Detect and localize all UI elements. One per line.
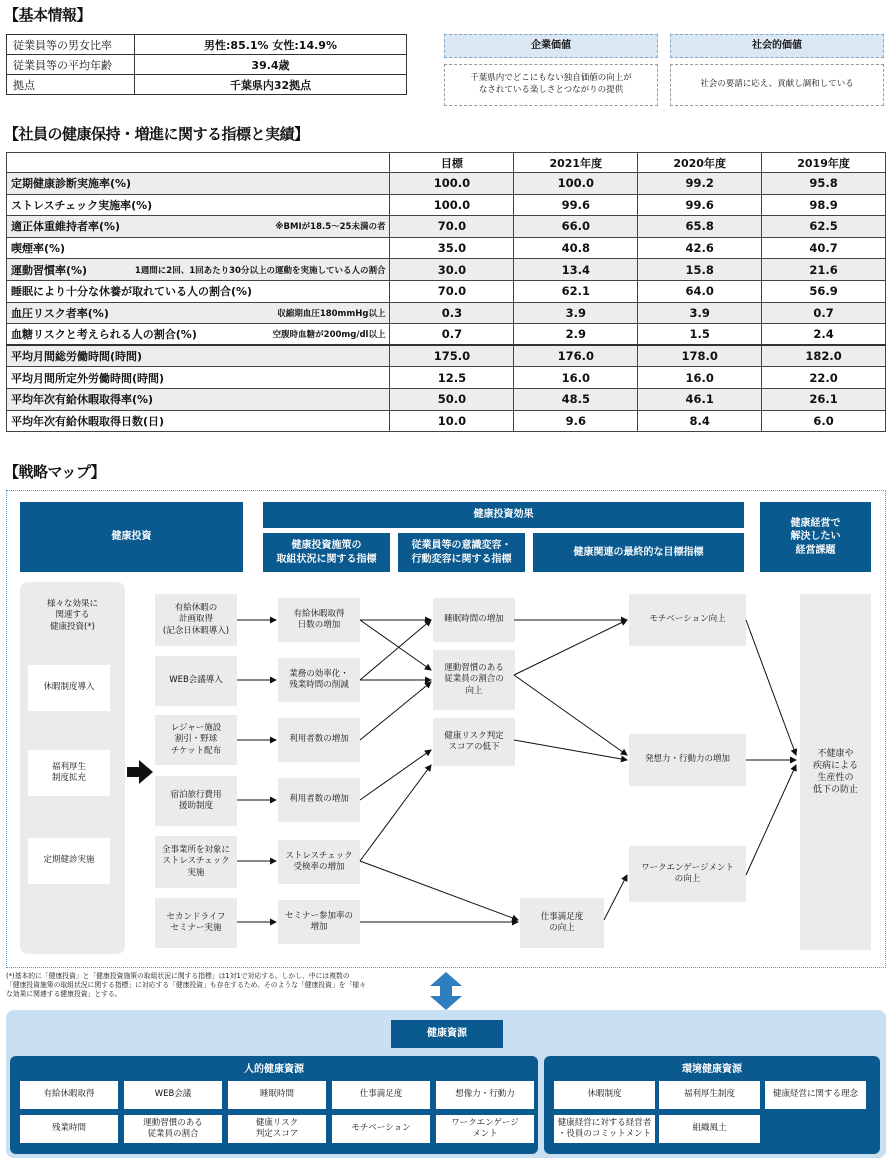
strategy-map-title: 【戦略マップ】: [4, 463, 106, 481]
investment-leave-system: 休暇制度導入: [28, 665, 110, 711]
indicator-value: 8.4: [638, 410, 762, 432]
table-row: 従業員等の男女比率 男性:85.1% 女性:14.9%: [7, 35, 407, 55]
behavior-box: 運動習慣のある 従業員の割合の 向上: [433, 650, 515, 710]
indicator-value: 22.0: [762, 367, 886, 389]
indicator-value: 182.0: [762, 345, 886, 367]
indicator-label: 血圧リスク者率(%): [11, 306, 109, 320]
indicator-value: 6.0: [762, 410, 886, 432]
status-indicator-box: 利用者数の増加: [278, 778, 360, 822]
updown-arrow-icon: [430, 972, 462, 1014]
indicator-label: 平均月間所定外労働時間(時間): [11, 371, 165, 385]
behavior-box: 健康リスク判定 スコアの低下: [433, 718, 515, 766]
indicator-value: 64.0: [638, 280, 762, 302]
indicator-label: 血糖リスクと考えられる人の割合(%): [11, 328, 197, 342]
indicator-value: 16.0: [638, 367, 762, 389]
indicator-value: 10.0: [390, 410, 514, 432]
indicator-value: 13.4: [514, 259, 638, 281]
indicator-value: 1.5: [638, 324, 762, 346]
basic-info-title: 【基本情報】: [4, 6, 92, 24]
investment-multi-effect: 様々な効果に 関連する 健康投資(*): [46, 598, 98, 632]
indicator-value: 48.5: [514, 388, 638, 410]
column-header: 2020年度: [638, 153, 762, 173]
indicator-value: 65.8: [638, 216, 762, 238]
header-effect-final: 健康関連の最終的な目標指標: [533, 533, 744, 572]
indicator-label: 運動習慣率(%): [11, 263, 88, 277]
final-goal-box: ワークエンゲージメント の向上: [629, 846, 746, 902]
indicator-value: 12.5: [390, 367, 514, 389]
corporate-value-header: 企業価値: [444, 34, 658, 58]
human-resource-item: WEB会議: [124, 1081, 222, 1109]
indicator-value: 0.3: [390, 302, 514, 324]
measure-box: 有給休暇の 計画取得 (記念日休暇導入): [155, 594, 237, 646]
indicator-value: 70.0: [390, 216, 514, 238]
indicator-value: 178.0: [638, 345, 762, 367]
indicator-value: 16.0: [514, 367, 638, 389]
final-goal-box: モチベーション向上: [629, 594, 746, 646]
header-issue: 健康経営で 解決したい 経営課題: [760, 502, 871, 572]
investment-welfare: 福利厚生 制度拡充: [28, 750, 110, 796]
environment-resource-item: 福利厚生制度: [659, 1081, 760, 1109]
corporate-value-body: 千葉県内でどこにもない独自価値の向上が なされている楽しさとつながりの提供: [444, 64, 658, 106]
indicator-value: 100.0: [390, 194, 514, 216]
indicator-value: 21.6: [762, 259, 886, 281]
strategy-footnote: (*)基本的に「健康投資」と「健康投資施策の取組状況に関する指標」は1対1で対応する。しかし、中には複数の 「健康投資施策の取組状況に関する指標」に対応する「健康投資」も存在するため、そのような「健康投資」を「様々 な効果に関連する健康投資」とする。: [6, 972, 366, 999]
issue-productivity: 不健康や 疾病による 生産性の 低下の防止: [800, 594, 871, 950]
indicator-value: 40.7: [762, 237, 886, 259]
indicator-value: 40.8: [514, 237, 638, 259]
measure-box: 宿泊旅行費用 援助制度: [155, 776, 237, 826]
environment-resources-title: 環境健康資源: [682, 1064, 742, 1075]
indicator-value: 46.1: [638, 388, 762, 410]
indicator-value: 99.2: [638, 173, 762, 195]
indicator-value: 99.6: [514, 194, 638, 216]
indicator-value: 95.8: [762, 173, 886, 195]
environment-resource-item: 休暇制度: [554, 1081, 655, 1109]
indicator-value: 3.9: [638, 302, 762, 324]
status-indicator-box: 業務の効率化・ 残業時間の削減: [278, 658, 360, 702]
indicator-value: 100.0: [390, 173, 514, 195]
indicator-value: 175.0: [390, 345, 514, 367]
indicator-value: 26.1: [762, 388, 886, 410]
indicator-value: 3.9: [514, 302, 638, 324]
indicators-title: 【社員の健康保持・増進に関する指標と実績】: [4, 125, 309, 143]
indicator-label: 平均月間総労働時間(時間): [11, 350, 143, 364]
indicator-value: 15.8: [638, 259, 762, 281]
table-row: 拠点 千葉県内32拠点: [7, 75, 407, 95]
header-effect: 健康投資効果: [263, 502, 744, 528]
indicator-value: 70.0: [390, 280, 514, 302]
measure-box: WEB会議導入: [155, 656, 237, 706]
indicator-value: 66.0: [514, 216, 638, 238]
final-goal-box: 発想力・行動力の増加: [629, 734, 746, 786]
environment-resource-item: 組織風土: [659, 1115, 760, 1143]
indicator-value: 2.4: [762, 324, 886, 346]
column-header: 2019年度: [762, 153, 886, 173]
human-resource-item: 想像力・行動力: [436, 1081, 534, 1109]
indicator-label: ストレスチェック実施率(%): [11, 198, 153, 212]
indicator-value: 62.5: [762, 216, 886, 238]
column-header: 2021年度: [514, 153, 638, 173]
header-investment: 健康投資: [20, 502, 243, 572]
measure-box: セカンドライフ セミナー実施: [155, 898, 237, 948]
indicator-note: 空腹時血糖が200mg/dl以上: [272, 330, 386, 341]
human-resource-item: 睡眠時間: [228, 1081, 326, 1109]
indicator-value: 2.9: [514, 324, 638, 346]
environment-resource-item: 健康経営に関する理念: [765, 1081, 866, 1109]
indicator-label: 平均年次有給休暇取得日数(日): [11, 414, 165, 428]
indicator-value: 42.6: [638, 237, 762, 259]
indicator-value: 176.0: [514, 345, 638, 367]
indicator-label: 平均年次有給休暇取得率(%): [11, 393, 154, 407]
indicator-value: 56.9: [762, 280, 886, 302]
indicator-value: 0.7: [390, 324, 514, 346]
human-resource-item: 仕事満足度: [332, 1081, 430, 1109]
indicator-label: 喫煙率(%): [11, 242, 66, 256]
status-indicator-box: 有給休暇取得 日数の増加: [278, 598, 360, 642]
indicator-value: 0.7: [762, 302, 886, 324]
indicator-label: 定期健康診断実施率(%): [11, 177, 132, 191]
indicator-note: 1週間に2回、1回あたり30分以上の運動を実施している人の割合: [134, 265, 386, 276]
human-resource-item: ワークエンゲージ メント: [436, 1115, 534, 1143]
human-resources-title: 人的健康資源: [244, 1064, 304, 1075]
behavior-box: 仕事満足度 の向上: [520, 898, 604, 948]
indicator-label: 適正体重維持者率(%): [11, 220, 121, 234]
header-effect-status: 健康投資施策の 取組状況に関する指標: [263, 533, 390, 572]
social-value-header: 社会的価値: [670, 34, 884, 58]
indicator-label: 睡眠により十分な休養が取れている人の割合(%): [11, 285, 253, 299]
status-indicator-box: セミナー参加率の 増加: [278, 900, 360, 944]
column-header: 目標: [390, 153, 514, 173]
environment-resource-item: 健康経営に対する経営者 ・役員のコミットメント: [554, 1115, 655, 1143]
indicator-value: 50.0: [390, 388, 514, 410]
indicator-value: 35.0: [390, 237, 514, 259]
human-resource-item: 残業時間: [20, 1115, 118, 1143]
human-resource-item: 運動習慣のある 従業員の割合: [124, 1115, 222, 1143]
table-row: 従業員等の平均年齢 39.4歳: [7, 55, 407, 75]
indicator-value: 98.9: [762, 194, 886, 216]
status-indicator-box: ストレスチェック 受検率の増加: [278, 840, 360, 884]
indicator-value: 62.1: [514, 280, 638, 302]
measure-box: レジャー施設 割引・野球 チケット配布: [155, 715, 237, 765]
indicator-note: ※BMIが18.5～25未満の者: [275, 222, 386, 233]
human-resource-item: 健康リスク 判定スコア: [228, 1115, 326, 1143]
measure-box: 全事業所を対象に ストレスチェック 実施: [155, 836, 237, 888]
indicator-value: 100.0: [514, 173, 638, 195]
indicator-value: 99.6: [638, 194, 762, 216]
indicator-value: 9.6: [514, 410, 638, 432]
status-indicator-box: 利用者数の増加: [278, 718, 360, 762]
header-effect-behavior: 従業員等の意識変容・ 行動変容に関する指標: [398, 533, 525, 572]
investment-checkup: 定期健診実施: [28, 838, 110, 884]
behavior-box: 睡眠時間の増加: [433, 598, 515, 642]
human-resource-item: モチベーション: [332, 1115, 430, 1143]
resources-title: 健康資源: [391, 1020, 503, 1048]
human-resource-item: 有給休暇取得: [20, 1081, 118, 1109]
social-value-body: 社会の要請に応え、貢献し調和している: [670, 64, 884, 106]
indicator-note: 収縮期血圧180mmHg以上: [277, 308, 386, 319]
indicator-value: 30.0: [390, 259, 514, 281]
